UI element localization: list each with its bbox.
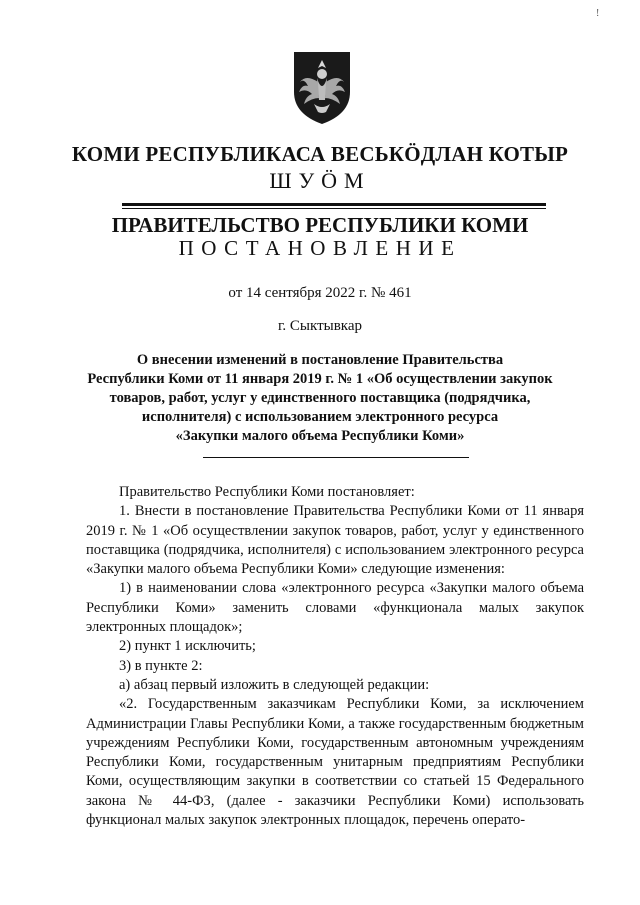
body-paragraph: 3) в пункте 2: (119, 657, 203, 674)
government-title: ПРАВИТЕЛЬСТВО РЕСПУБЛИКИ КОМИ (111, 213, 529, 237)
city: г. Сыктывкар (277, 318, 363, 334)
title-line: «Закупки малого объема Республики Коми» (175, 428, 465, 444)
page-mark: ! (596, 8, 600, 19)
title-line: О внесении изменений в постановление Правительства (136, 352, 504, 368)
komi-header-subtitle: ШУӦМ (269, 168, 371, 193)
date-and-number: от 14 сентября 2022 г. № 461 (228, 285, 412, 301)
header-divider-thick (122, 203, 546, 206)
body-paragraph: 1. Внести в постановление Правительства Республики Коми от 11 января 2019 г. № 1 «Об осуществлении закупок товаров, работ, услуг у единственного поставщика (подрядчика, исполнителя) с использованием электронного ресурса «Закупки малого объема Республики Коми» следующие изменения: (86, 503, 584, 578)
body-paragraph: 1) в наименовании слова «электронного ресурса «Закупки малого объема Республики Коми» заменить словами «функционала малых закупок электронных площадок»; (86, 580, 584, 636)
body-paragraph: а) абзац первый изложить в следующей редакции: (119, 676, 430, 693)
title-line: товаров, работ, услуг у единственного поставщика (подрядчика, (109, 390, 531, 406)
document-title (80, 351, 560, 446)
title-underline (203, 457, 469, 458)
body-paragraph: 2) пункт 1 исключить; (119, 638, 256, 655)
body-paragraph: Правительство Республики Коми постановляет: (119, 484, 415, 500)
header-divider-thin (122, 208, 546, 209)
title-line: Республики Коми от 11 января 2019 г. № 1 «Об осуществлении закупок (87, 371, 553, 387)
title-line: исполнителя) с использованием электронного ресурса (141, 409, 499, 425)
body-paragraph: «2. Государственным заказчикам Республики Коми, за исключением Администрации Главы Республики Коми, а также государственным бюджетным учреждениям Республики Коми, государственным автономным учреждениям Республики Коми, государственным унитарным предприятиям Республики Коми, осуществляющим закупки в соответствии со статьей 15 Федерального закона № 44-ФЗ, (далее - заказчики Республики Коми) использовать функционал малых закупок электронных площадок, перечень операто- (86, 696, 584, 829)
document-type: ПОСТАНОВЛЕНИЕ (178, 236, 462, 260)
document-body (86, 483, 584, 830)
komi-coat-of-arms-icon (290, 48, 354, 126)
komi-header-title: КОМИ РЕСПУБЛИКАСА ВЕСЬКӦДЛАН КОТЫР (71, 142, 569, 166)
